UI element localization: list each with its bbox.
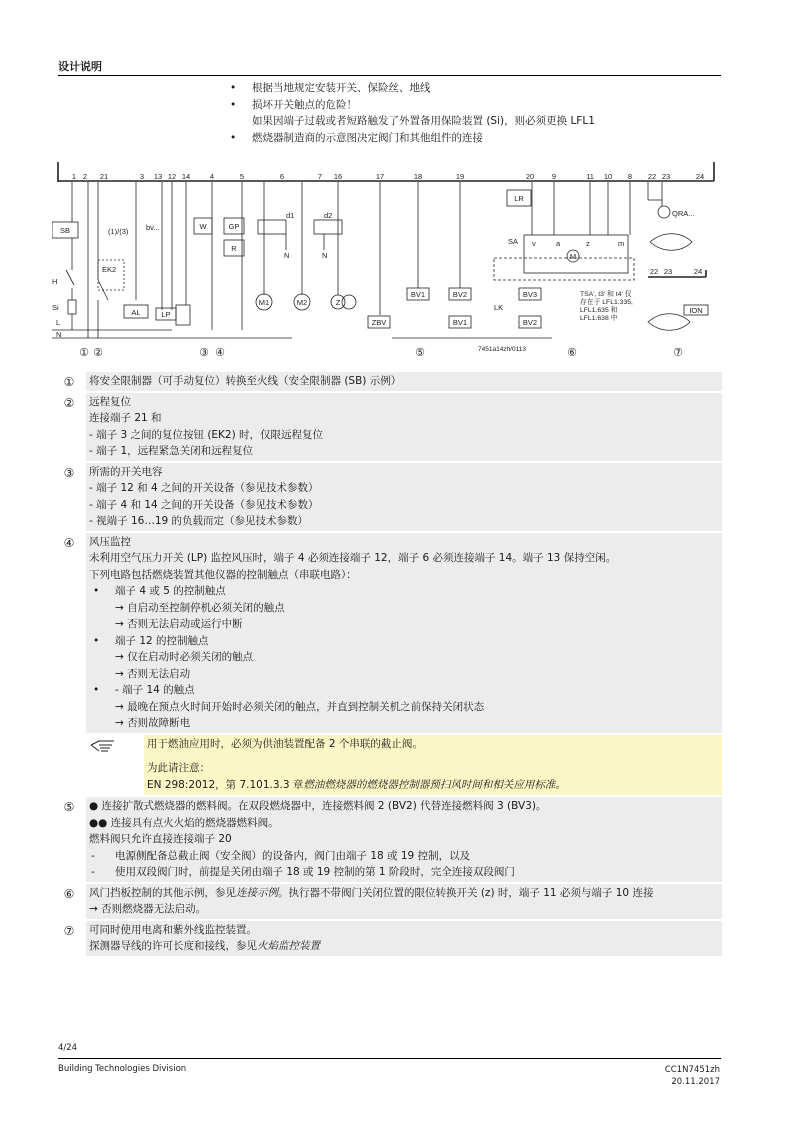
page-number: 4/24 xyxy=(58,1043,78,1053)
pointing-hand-icon xyxy=(58,735,144,796)
row-marker: ① xyxy=(63,375,75,389)
lr-label: LR xyxy=(514,194,524,203)
n1-label: N xyxy=(284,251,290,260)
table-row: ⑥ 风门挡板控制的其他示例，参见连接示例。执行器不带阀门关闭位置的限位转换开关 (z) 时，端子 11 必须与端子 10 连接 → 否则燃烧器无法启动。 xyxy=(58,884,722,919)
n-label: N xyxy=(56,330,62,339)
terminal-label: 10 xyxy=(603,172,613,181)
table-row: ⑦ 可同时使用电离和紫外线监控装置。 探测器导线的许可长度和接线，参见火焰监控装置 xyxy=(58,921,722,956)
bv1a-label: BV1 xyxy=(410,290,426,299)
d2-label: d2 xyxy=(324,211,333,220)
terminal-label: 4 xyxy=(209,172,215,181)
row-marker: ⑤ xyxy=(63,800,75,814)
mm-label: M xyxy=(569,252,577,261)
ion-terminal-label: 24 xyxy=(693,267,703,276)
bullet-icon: • xyxy=(230,98,237,111)
lp-label: LP xyxy=(161,310,171,319)
bullet-icon: • xyxy=(93,585,100,597)
bv2b-label: BV2 xyxy=(522,318,538,327)
row-marker: ③ xyxy=(63,465,75,480)
terminal-label: 18 xyxy=(413,172,423,181)
gp-label: GP xyxy=(228,222,240,231)
bullet-icon: • xyxy=(93,684,100,696)
terminal-label: 5 xyxy=(239,172,245,181)
diagram-marker: ① xyxy=(79,347,89,359)
terminal-label: 8 xyxy=(627,172,633,181)
ion-terminal-label: 23 xyxy=(663,267,673,276)
link-flame-monitoring[interactable]: 火焰监控装置 xyxy=(257,940,320,952)
wiring-diagram xyxy=(52,160,722,360)
terminal-label: 7 xyxy=(317,172,323,181)
terminal-label: 20 xyxy=(525,172,535,181)
bv-label: bv... xyxy=(146,223,160,232)
table-row: ④ 风压监控 未利用空气压力开关 (LP) 监控风压时，端子 4 必须连接端子 12，端子 6 必须连接端子 14。端子 13 保持空闲。 下列电路包括燃烧装置其他仪器的控制触点（串联电路）： • 端子 4 或 5 的控制触点 → 自启动至控制停机必须关闭的触点 → 否则无法启动或运行中断 • 端子 12 的控制触点 → 仅在启动时必须关闭的触点 → 否则无法启动 • - 端子 14 的触点 → 最晚在预点火时间开始时必须关闭的触点，并直到控制关机之前保持关闭状态 → 否则故障断电 xyxy=(58,533,722,733)
row-marker: ④ xyxy=(63,535,75,550)
diagram-marker: ③ xyxy=(199,347,209,359)
z-label: Z xyxy=(335,298,341,307)
intro-item: • 燃烧器制造商的示意图决定阀门和其他组件的连接 xyxy=(230,130,720,147)
qra-label: QRA... xyxy=(672,209,695,218)
link-connection-examples[interactable]: 连接示例 xyxy=(236,886,278,899)
diagram-marker: ⑥ xyxy=(567,347,577,359)
bv2a-label: BV2 xyxy=(452,290,468,299)
tsa-note-3: LFL1.635 和 xyxy=(580,307,618,314)
ion-label: ION xyxy=(689,306,703,315)
intro-item: • 损坏开关触点的危险！ xyxy=(230,97,720,114)
table-row: ③ 所需的开关电容 - 端子 12 和 4 之间的开关设备（参见技术参数） - 端子 4 和 14 之间的开关设备（参见技术参数） - 视端子 16…19 的负载而定（参见技术参数） xyxy=(58,463,722,531)
a-label: a xyxy=(556,239,561,248)
bullet-icon: • xyxy=(230,131,237,144)
doc-date: 20.11.2017 xyxy=(671,1077,720,1087)
terminal-label: 3 xyxy=(139,172,145,181)
terminal-label: 2 xyxy=(82,172,88,181)
diagram-marker: ⑤ xyxy=(415,347,425,359)
bullet-icon: • xyxy=(93,634,100,647)
h-label: H xyxy=(52,277,58,286)
diagram-marker: ④ xyxy=(215,347,225,359)
doc-id: CC1N7451zh xyxy=(664,1065,720,1075)
terminal-label: 19 xyxy=(455,172,465,181)
bv3-label: BV3 xyxy=(522,290,538,299)
lk-label: LK xyxy=(494,303,504,312)
terminal-label: 14 xyxy=(181,172,191,181)
reset-label: (1)/(3) xyxy=(108,227,129,236)
footer-doc-info xyxy=(665,1064,720,1088)
zbv-label: ZBV xyxy=(371,318,387,327)
ek2-label: EK2 xyxy=(102,265,117,274)
m-label: m xyxy=(618,239,625,248)
table-row: ⑤ ● 连接扩散式燃烧器的燃料阀。在双段燃烧器中，连接燃料阀 2 (BV2) 代替连接燃料阀 3 (BV3)。 ●● 连接具有点火火焰的燃烧器燃料阀。 燃料阀只允许直接连接端子 20 - 电源侧配备总截止阀（安全阀）的设备内，阀门由端子 18 或 19 控制，以及 - 使用双段阀门时，前提是关闭由端子 18 或 19 控制的第 1 阶段时，完全连接双段阀门 xyxy=(58,797,722,882)
l-label: L xyxy=(56,318,61,327)
row-marker: ⑥ xyxy=(63,886,75,901)
w-label: W xyxy=(199,222,207,231)
terminal-label: 24 xyxy=(695,172,705,181)
footer-division: Building Technologies Division xyxy=(58,1064,187,1074)
bv1b-label: BV1 xyxy=(452,318,468,327)
title-divider xyxy=(58,75,721,76)
sb-label: SB xyxy=(59,226,71,235)
intro-item: 如果因端子过载或者短路触发了外置备用保险装置 (Si)，则必须更换 LFL1 xyxy=(252,115,595,127)
intro-list xyxy=(230,80,720,146)
zz-label: z xyxy=(586,239,590,248)
terminal-label: 13 xyxy=(153,172,163,181)
terminal-label: 17 xyxy=(375,172,385,181)
sa-label: SA xyxy=(508,237,519,246)
intro-item: • 根据当地规定安装开关、保险丝、地线 xyxy=(230,80,720,97)
footer-divider xyxy=(58,1058,721,1059)
r-label: R xyxy=(231,244,237,253)
n2-label: N xyxy=(322,251,328,260)
explanation-table xyxy=(58,372,722,958)
terminal-label: 21 xyxy=(99,172,109,181)
tsa-note-4: LFL1.638 中 xyxy=(580,315,618,322)
drawing-id: 7451a14zh/0113 xyxy=(478,346,526,353)
diagram-marker: ⑦ xyxy=(673,347,683,359)
terminal-label: 22 xyxy=(647,172,657,181)
terminal-label: 12 xyxy=(167,172,177,181)
terminal-label: 16 xyxy=(333,172,343,181)
table-row: ② 远程复位 连接端子 21 和 - 端子 3 之间的复位按钮 (EK2) 时，仅限远程复位 - 端子 1，远程紧急关闭和远程复位 xyxy=(58,393,722,461)
terminal-label: 11 xyxy=(586,172,594,181)
bullet-icon: • xyxy=(230,82,237,94)
tsa-note-2: 存在于 LFL1.335, xyxy=(580,299,633,306)
table-row: ① 将安全限制器（可手动复位）转换至火线（安全限制器 (SB) 示例） xyxy=(58,372,722,391)
m1-label: M1 xyxy=(258,298,270,307)
d1-label: d1 xyxy=(286,211,295,220)
m2-label: M2 xyxy=(296,298,308,307)
terminal-label: 23 xyxy=(661,172,671,181)
al-label: AL xyxy=(131,308,141,317)
terminal-label: 1 xyxy=(71,172,77,181)
terminal-label: 6 xyxy=(279,172,285,181)
terminal-label: 9 xyxy=(551,172,557,181)
row-marker: ⑦ xyxy=(63,923,75,938)
row-marker: ② xyxy=(63,395,75,410)
tsa-note-1: TSA', t3' 和 t4' 仅 xyxy=(580,291,632,298)
section-title: 设计说明 xyxy=(58,60,102,73)
si-label: Si xyxy=(52,303,59,312)
diagram-marker: ② xyxy=(93,347,103,359)
v-label: v xyxy=(532,239,536,248)
oil-note: 用于燃油应用时，必须为供油装置配备 2 个串联的截止阀。 为此请注意： EN 298:2012，第 7.101.3.3 章燃油燃烧器的燃烧器控制器预扫风时间和相关应用标准。 xyxy=(58,735,722,796)
ion-terminal-label: 22 xyxy=(649,267,659,276)
